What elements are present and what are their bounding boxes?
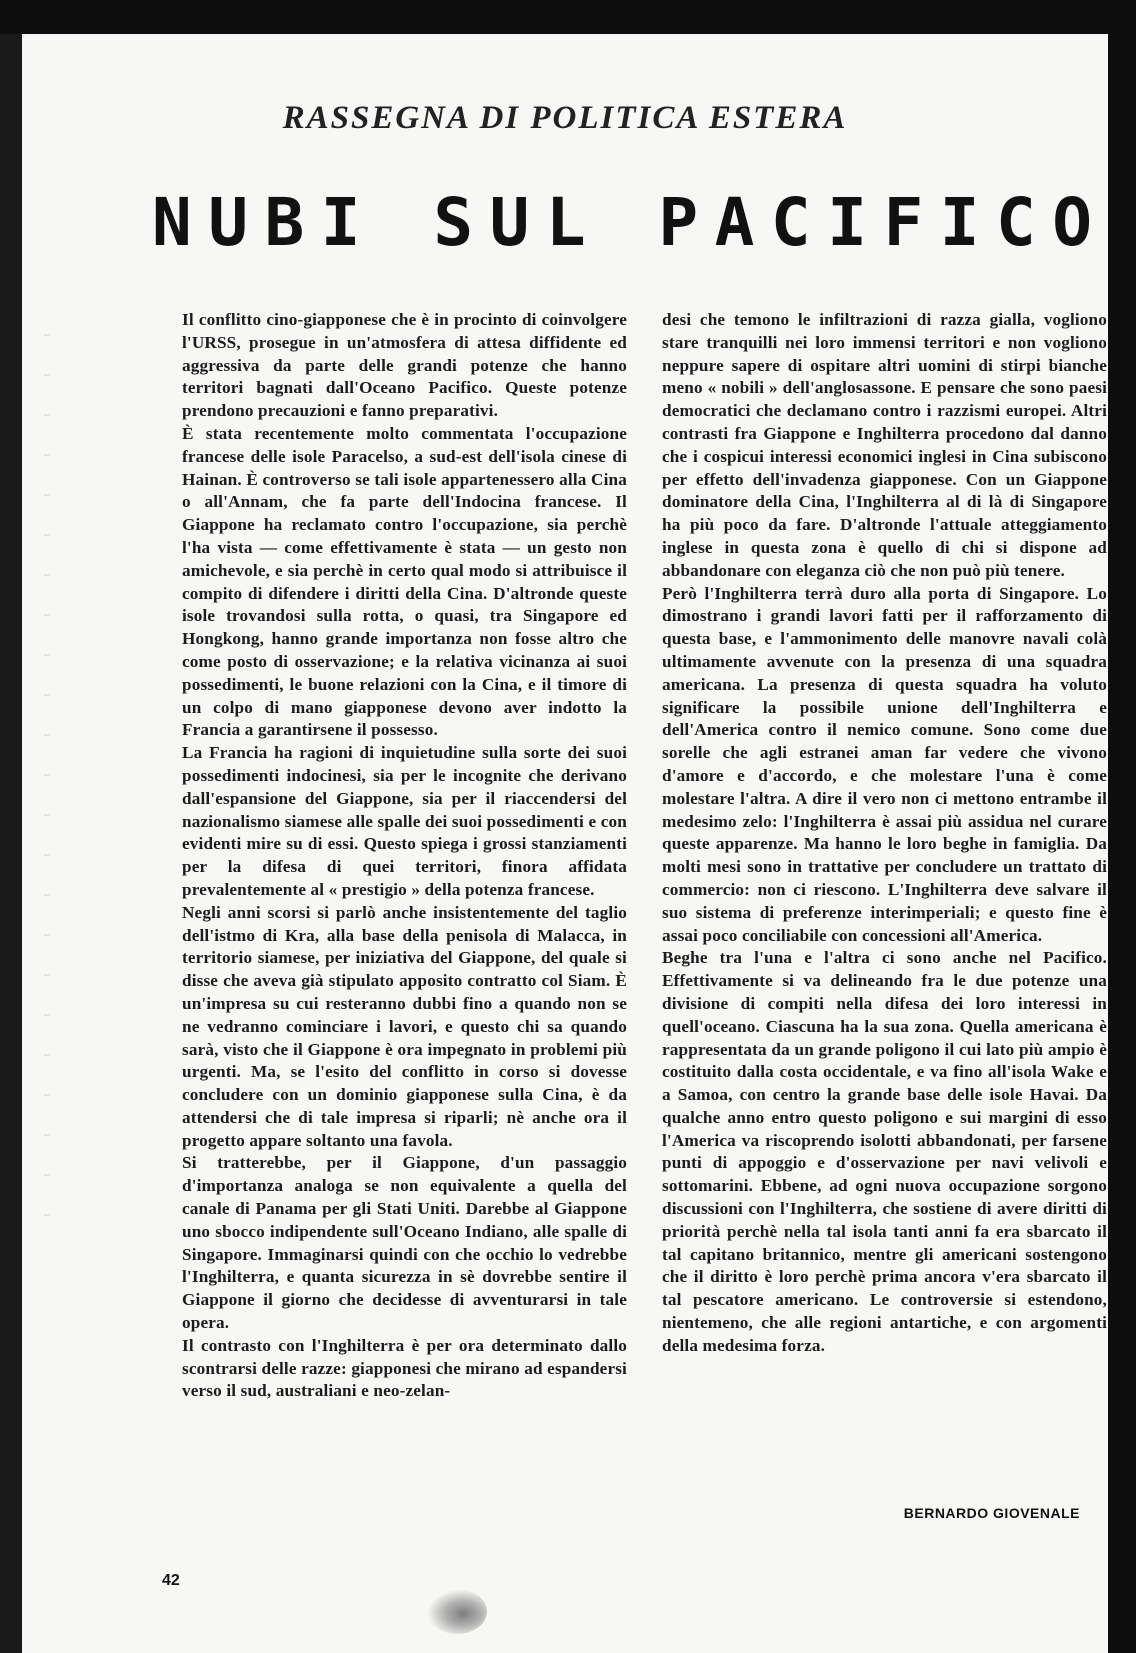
author-signature: BERNARDO GIOVENALE xyxy=(903,1505,1080,1521)
title-letter: U xyxy=(489,184,530,261)
title-letter: B xyxy=(264,184,305,261)
title-letter: C xyxy=(770,184,811,261)
scan-top-border xyxy=(0,0,1136,34)
title-letter: I xyxy=(939,184,980,261)
title-letter: O xyxy=(1052,184,1092,261)
paragraph: Beghe tra l'una e l'altra ci sono anche nel Pacifico. Effettivamente si va delineando fra le due potenze una divisione di compiti nella difesa dei loro interessi in quell'oceano. Ciascuna ha la sua zona. Quella americana è rappresentata da un grande poligono il cui lato più ampio è costituito dalla costa occidentale, e va fino all'isola Wake e a Samoa, con centro la grande base delle isole Havai. Da qualche anno entro questo poligono e sui margini di esso l'America va riscoprendo isolotti abbandonati, per farsene punti di appoggio e d'osservazione per navi velivoli e sottomarini. Ebbene, ad ogni nuova occupazione sorgono discussioni con l'Inghilterra, che sostiene di avere diritti di priorità perchè nella tal isola tanti anni fa era sbarcato il tal capitano britannico, mentre gli americani sostengono che il diritto è loro perchè prima ancora v'era sbarcato il tal pescatore americano. Le controversie si estendono, nientemeno, che alle regioni antartiche, e con argomenti della medesima forza. xyxy=(662,948,1107,1355)
scan-right-border xyxy=(1108,0,1136,1653)
title-letter: L xyxy=(545,184,586,261)
paragraph: desi che temono le infiltrazioni di razza gialla, vogliono stare tranquilli nei loro immensi territori e non vogliono neppure sapere di ospitare altri uomini di stirpi bianche meno « nobili » dell'anglosassone. E pensare che sono paesi democratici che declamano contro i razzismi europei. Altri contrasti fra Giappone e Inghilterra procedono dal danno che i cospicui interessi economici inglesi in Cina subiscono per effetto dell'invadenza giapponese. Con un Giappone dominatore della Cina, l'Inghilterra al di là di Singapore ha più poco da fare. D'altronde l'attuale atteggiamento inglese in questa zona è quello di chi si dispone ad abbandonare con eleganza ciò che non può più tenere. xyxy=(662,310,1107,580)
paragraph: Il conflitto cino-giapponese che è in procinto di coinvolgere l'URSS, prosegue in un'atmosfera di attesa diffidente ed aggressiva da parte delle grandi potenze che hanno territori bagnati dall'Oceano Pacifico. Queste potenze prendono precauzioni e fanno preparativi. xyxy=(182,310,627,421)
title-letter: A xyxy=(714,184,755,261)
title-letter: S xyxy=(433,184,474,261)
paragraph: Negli anni scorsi si parlò anche insistentemente del taglio dell'istmo di Kra, alla base della penisola di Malacca, in territorio siamese, per iniziativa del Giappone, del quale si disse che aveva già stipulato apposito contratto col Siam. È un'impresa su cui resteranno dubbi fino a quando non se ne vedranno cominciare i lavori, e questo chi sa quando sarà, visto che il Giappone è ora impegnato in problemi più urgenti. Ma, se l'esito del conflitto in corso si dovesse concludere con un dominio giapponese sulla Cina, è da attendersi che di tale impresa si riparli; nè anche ora il progetto appare soltanto una favola. xyxy=(182,902,627,1150)
title-letter: F xyxy=(883,184,924,261)
margin-specks xyxy=(44,334,50,1234)
section-kicker: RASSEGNA DI POLITICA ESTERA xyxy=(282,100,848,136)
paragraph: È stata recentemente molto commentata l'occupazione francese delle isole Paracelso, a sud-est dell'isola cinese di Hainan. È controverso se tali isole appartenessero alla Cina o all'Annam, che fa parte dell'Indocina francese. Il Giappone ha reclamato contro l'occupazione, sia perchè l'ha vista — come effettivamente è stata — un gesto non amichevole, e sia perchè in certo qual modo si attribuisce il compito di difendere i diritti della Cina. D'altronde queste isole trovandosi sulla rotta, o quasi, tra Singapore ed Hongkong, hanno grande importanza non fosse altro che come posto di osservazione; e la relativa vicinanza ai suoi possedimenti, le buone relazioni con la Cina, e il timore di un colpo di mano giapponese devono aver indotto la Francia a garantirsene il possesso. xyxy=(182,423,627,740)
title-space xyxy=(377,184,417,261)
title-letter: I xyxy=(827,184,867,261)
magazine-page xyxy=(22,34,1108,1653)
paragraph: La Francia ha ragioni di inquietudine sulla sorte dei suoi possedimenti indocinesi, sia per le incognite che derivano dall'espansione del Giappone, sia per il riaccendersi del nazionalismo siamese alle spalle dei suoi possedimenti e con evidenti mire su di essi. Questo spiega i grossi stanziamenti per la difesa di quei territori, finora affidata prevalentemente al « prestigio » della potenza francese. xyxy=(182,743,627,899)
title-letter: C xyxy=(995,184,1036,261)
title-letter: P xyxy=(658,184,699,261)
paragraph: Però l'Inghilterra terrà duro alla porta di Singapore. Lo dimostrano i grandi lavori fatti per il rafforzamento di questa base, e l'ammonimento delle manovre navali colà ultimamente avvenute con la presenza di una squadra americana. La presenza di questa squadra ha voluto significare la possibile unione dell'Inghilterra e dell'America contro il nemico comune. Sono come due sorelle che agli estranei aman far vedere che vivono d'amore e d'accordo, e che molestare l'una è come molestare l'altra. A dire il vero non ci mettono entrambe il medesimo zelo: l'Inghilterra è assai più assidua nel curare queste apparenze. Ma hanno le loro beghe in famiglia. Da molti mesi sono in trattative per concludere un trattato di commercio: non ci riescono. L'Inghilterra deve salvare il suo sistema di preferenze interimperiali; e questo fine è assai poco conciliabile con concessioni all'America. xyxy=(662,583,1107,945)
text-column-right xyxy=(662,309,1107,1358)
paragraph: Il contrasto con l'Inghilterra è per ora determinato dallo scontrarsi delle razze: giapponesi che mirano ad espandersi verso il sud, australiani e neo-zelan- xyxy=(182,1335,627,1401)
paragraph: Si tratterebbe, per il Giappone, d'un passaggio d'importanza analoga se non equivalente a quella del canale di Panama per gli Stati Uniti. Darebbe al Giappone uno sbocco indipendente sull'Oceano Indiano, alle spalle di Singapore. Immaginarsi quindi con che occhio lo vedrebbe l'Inghilterra, e quanta sicurezza in sè dovrebbe sentire il Giappone il giorno che decidesse di avventurarsi in tale opera. xyxy=(182,1153,627,1333)
article-title xyxy=(152,184,1092,261)
title-letter: N xyxy=(152,184,192,261)
title-letter: U xyxy=(208,184,249,261)
title-letter: I xyxy=(320,184,361,261)
title-space xyxy=(602,184,642,261)
ink-smudge xyxy=(427,1589,487,1634)
text-column-left xyxy=(182,309,627,1403)
page-number: 42 xyxy=(162,1572,180,1589)
